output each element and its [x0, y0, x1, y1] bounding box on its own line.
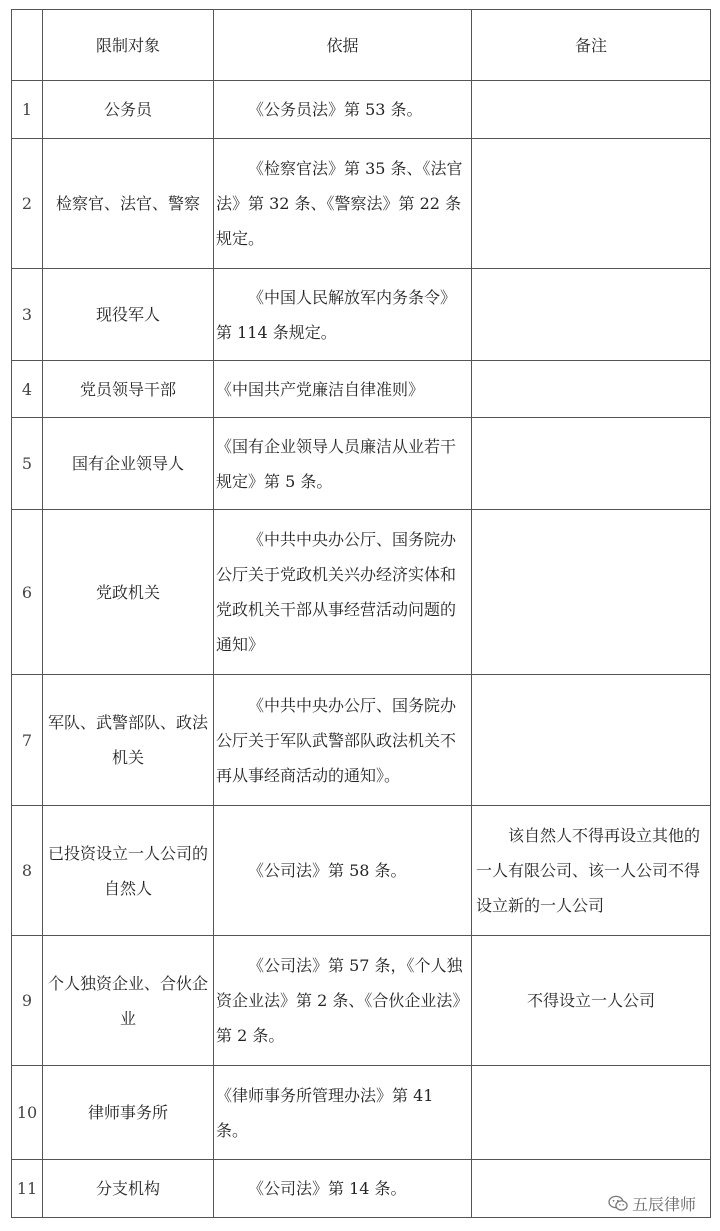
row-target: 检察官、法官、警察 — [43, 139, 214, 269]
row-note — [472, 269, 711, 361]
row-target: 国有企业领导人 — [43, 418, 214, 510]
row-number: 10 — [12, 1066, 43, 1160]
header-note: 备注 — [472, 10, 711, 81]
row-basis: 《公司法》第 58 条。 — [214, 806, 472, 936]
header-target: 限制对象 — [43, 10, 214, 81]
row-number: 6 — [12, 510, 43, 675]
row-number: 8 — [12, 806, 43, 936]
row-target: 党员领导干部 — [43, 361, 214, 418]
row-basis: 《律师事务所管理办法》第 41 条。 — [214, 1066, 472, 1160]
header-row — [12, 10, 711, 81]
row-target: 公务员 — [43, 81, 214, 139]
watermark-text: 五辰律师 — [631, 1195, 696, 1214]
table-row — [12, 139, 711, 269]
table-row — [12, 510, 711, 675]
row-target: 分支机构 — [43, 1160, 214, 1218]
row-note — [472, 418, 711, 510]
wechat-icon — [608, 1195, 628, 1212]
row-note — [472, 1066, 711, 1160]
row-note — [472, 510, 711, 675]
row-number: 5 — [12, 418, 43, 510]
header-basis: 依据 — [214, 10, 472, 81]
row-note — [472, 675, 711, 806]
row-note — [472, 81, 711, 139]
row-number: 1 — [12, 81, 43, 139]
row-note — [472, 361, 711, 418]
row-note — [472, 139, 711, 269]
row-basis: 《检察官法》第 35 条、《法官法》第 32 条、《警察法》第 22 条规定。 — [214, 139, 472, 269]
row-number: 7 — [12, 675, 43, 806]
row-basis: 《中国人民解放军内务条令》第 114 条规定。 — [214, 269, 472, 361]
row-basis: 《中共中央办公厅、国务院办公厅关于党政机关兴办经济实体和党政机关干部从事经营活动问题的通知》 — [214, 510, 472, 675]
row-number: 11 — [12, 1160, 43, 1218]
row-target: 现役军人 — [43, 269, 214, 361]
row-basis: 《国有企业领导人员廉洁从业若干规定》第 5 条。 — [214, 418, 472, 510]
table-row — [12, 936, 711, 1066]
row-number: 2 — [12, 139, 43, 269]
row-target: 军队、武警部队、政法机关 — [43, 675, 214, 806]
row-basis: 《中共中央办公厅、国务院办公厅关于军队武警部队政法机关不再从事经商活动的通知》。 — [214, 675, 472, 806]
row-note: 该自然人不得再设立其他的一人有限公司、该一人公司不得设立新的一人公司 — [472, 806, 711, 936]
row-target: 党政机关 — [43, 510, 214, 675]
table-row — [12, 675, 711, 806]
row-target: 已投资设立一人公司的自然人 — [43, 806, 214, 936]
row-basis: 《公司法》第 57 条，《个人独资企业法》第 2 条、《合伙企业法》第 2 条。 — [214, 936, 472, 1066]
table-row — [12, 418, 711, 510]
row-number: 4 — [12, 361, 43, 418]
table-row — [12, 806, 711, 936]
table-row — [12, 269, 711, 361]
row-note: 不得设立一人公司 — [472, 936, 711, 1066]
row-number: 9 — [12, 936, 43, 1066]
row-target: 律师事务所 — [43, 1066, 214, 1160]
row-number: 3 — [12, 269, 43, 361]
row-basis: 《公司法》第 14 条。 — [214, 1160, 472, 1218]
table-row — [12, 81, 711, 139]
table-row — [12, 1066, 711, 1160]
header-num — [12, 10, 43, 81]
row-target: 个人独资企业、合伙企业 — [43, 936, 214, 1066]
row-basis: 《公务员法》第 53 条。 — [214, 81, 472, 139]
table-row — [12, 361, 711, 418]
row-basis: 《中国共产党廉洁自律准则》 — [214, 361, 472, 418]
watermark — [606, 1192, 698, 1215]
restriction-table — [11, 9, 711, 1218]
